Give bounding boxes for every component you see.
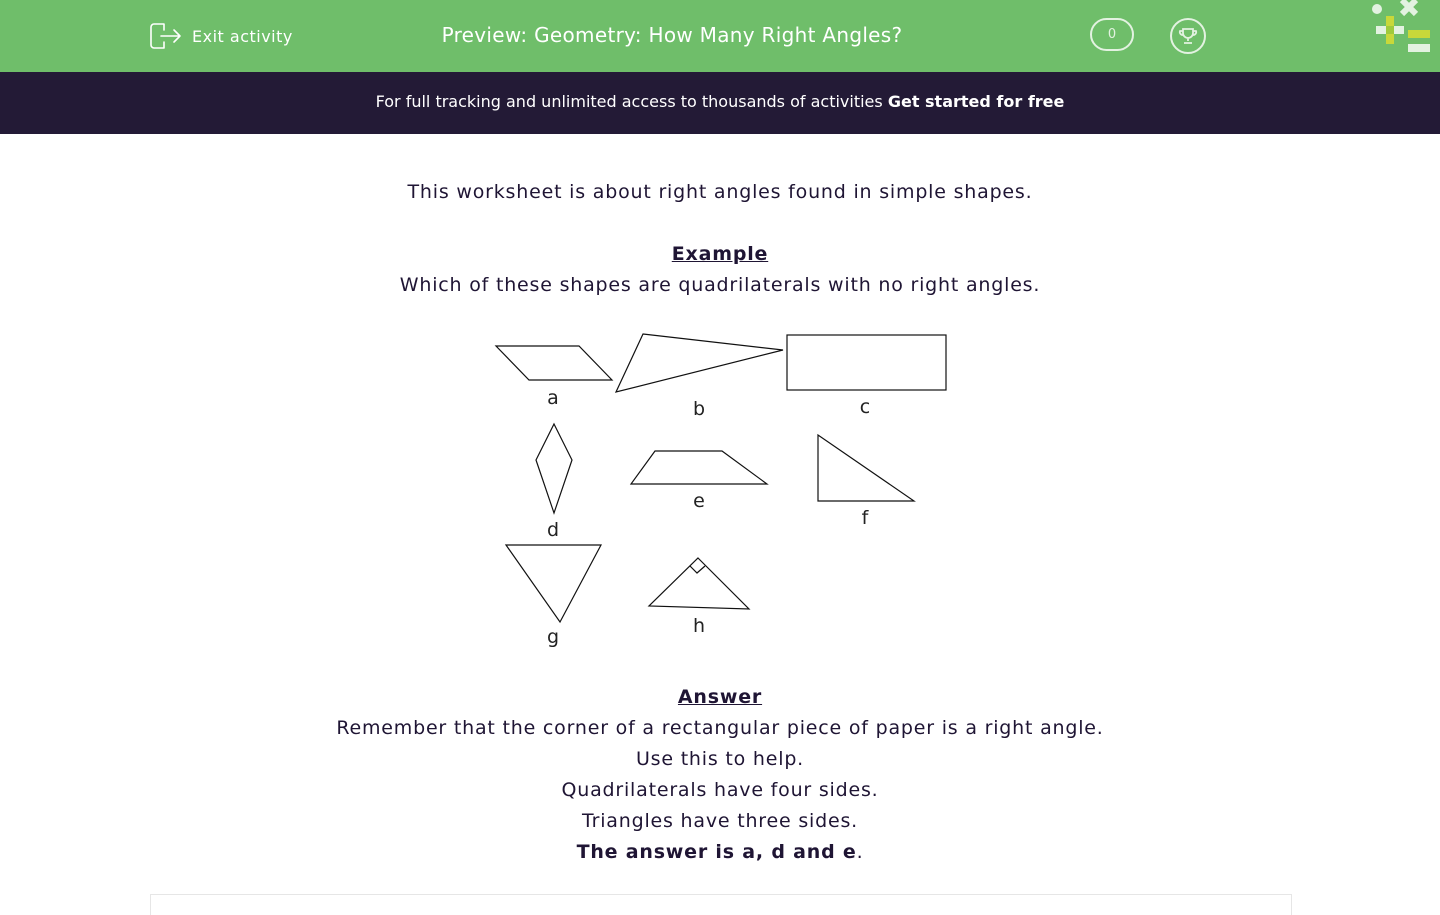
exit-label: Exit activity — [192, 26, 293, 46]
shape-h — [649, 558, 749, 609]
answer-heading: Answer — [677, 686, 763, 708]
question-card — [150, 894, 1292, 915]
label-d: d — [546, 519, 560, 541]
answer-line: Quadrilaterals have four sides. — [561, 779, 879, 801]
intro-text: This worksheet is about right angles found in simple shapes. — [407, 181, 1033, 203]
question-text: Which of these shapes are quadrilaterals with no right angles. — [399, 274, 1041, 296]
shape-a — [496, 346, 612, 380]
get-started-link[interactable]: Get started for free — [887, 92, 1065, 111]
shape-e — [631, 451, 767, 484]
answer-line: Use this to help. — [635, 748, 805, 770]
final-answer — [0, 841, 1440, 863]
label-e: e — [693, 490, 705, 512]
final-answer-period: . — [856, 841, 864, 863]
label-b: b — [692, 398, 706, 420]
answer-line: Triangles have three sides. — [582, 810, 858, 832]
example-heading: Example — [671, 243, 769, 265]
label-c: c — [859, 396, 871, 418]
label-h: h — [692, 615, 706, 637]
shape-b — [616, 334, 783, 392]
answer-line: Remember that the corner of a rectangular piece of paper is a right angle. — [336, 717, 1104, 739]
shape-g — [506, 545, 601, 622]
shape-f — [818, 435, 914, 501]
final-answer-bold: The answer is a, d and e — [576, 841, 857, 863]
page-title: Preview: Geometry: How Many Right Angles? — [441, 23, 903, 47]
shape-c — [787, 335, 946, 390]
label-a: a — [547, 387, 559, 409]
shape-d — [536, 424, 572, 513]
score-badge: 0 — [1090, 18, 1134, 51]
right-angle-marker — [690, 566, 705, 573]
banner-text: For full tracking and unlimited access to thousands of activities — [375, 92, 888, 111]
label-f: f — [861, 507, 869, 529]
label-g: g — [546, 626, 560, 648]
